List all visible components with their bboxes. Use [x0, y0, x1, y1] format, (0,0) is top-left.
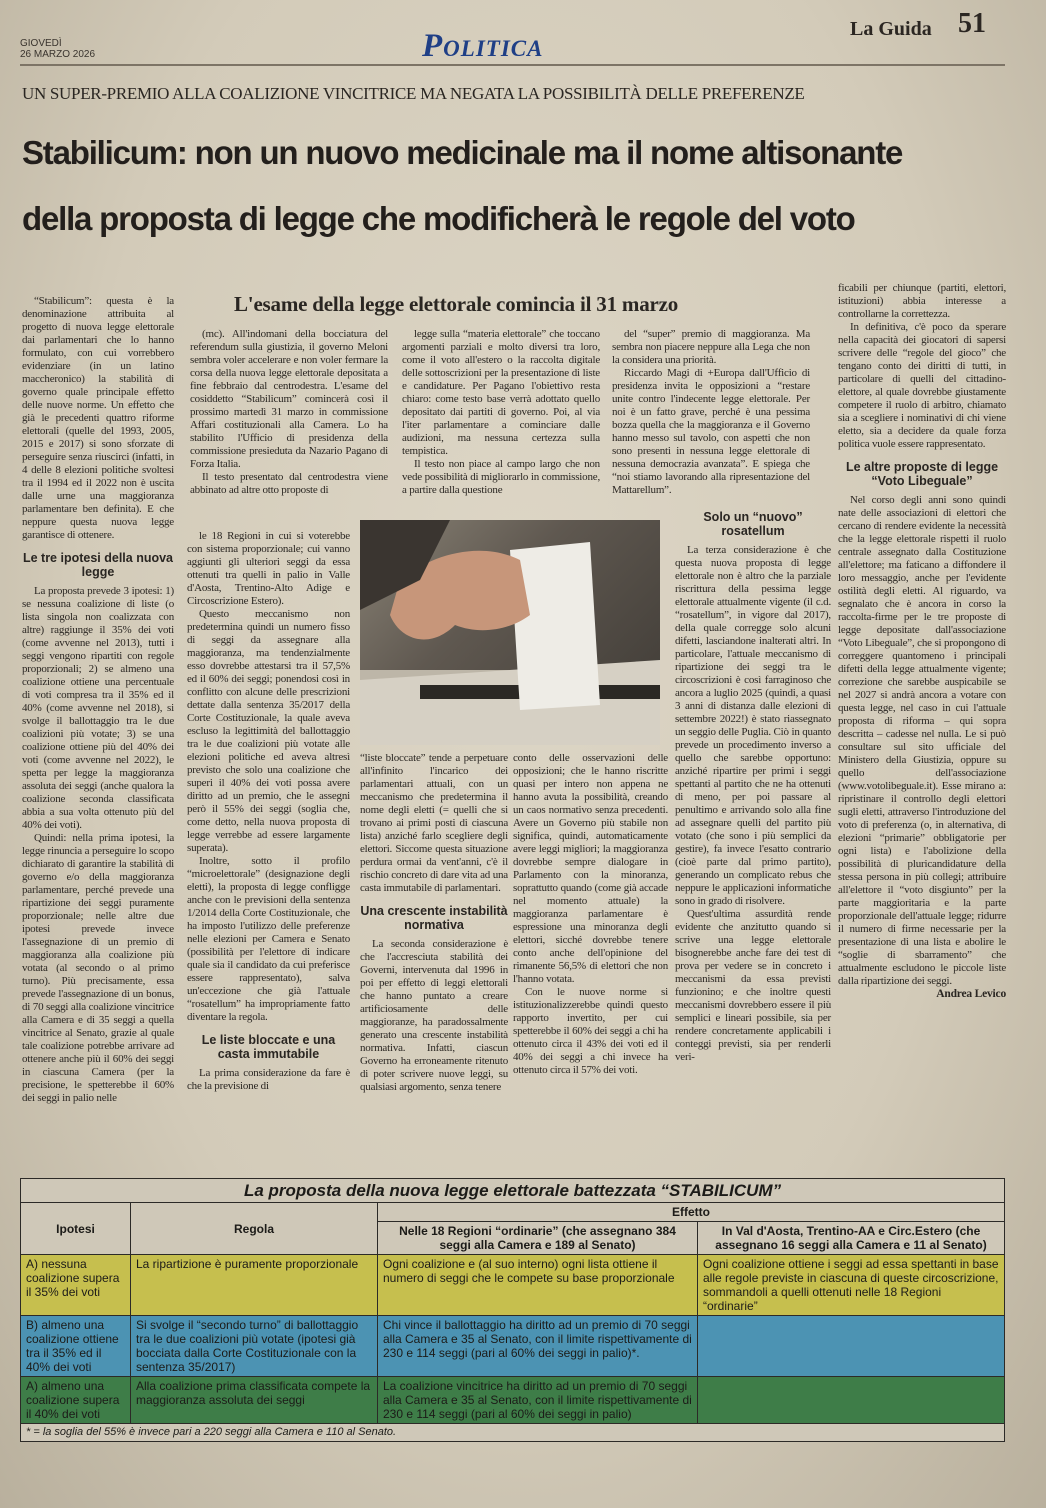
article-column-5: [675, 510, 831, 1064]
masthead-divider: [20, 64, 1005, 66]
row-a-regola: La ripartizione è puramente proporzionale: [131, 1255, 378, 1316]
row-c-ipotesi: A) almeno una coalizione supera il 40% dei voti: [21, 1377, 131, 1424]
row-b-effetto-ordinarie: Chi vince il ballottaggio ha diritto ad un premio di 70 seggi alla Camera e 35 al Senato, con il limite rispettivamente di 230 e 114 seggi (pari al 60% dei seggi in palio)*.: [378, 1316, 698, 1377]
subheading: Le altre proposte di legge “Voto Libeguale”: [845, 460, 999, 488]
side-article-column-1: [190, 328, 388, 497]
subheading: Le liste bloccate e una casta immutabile: [201, 1033, 336, 1061]
header-effetto: Effetto: [378, 1203, 1005, 1222]
table-footnote: * = la soglia del 55% è invece pari a 220 seggi alla Camera e 110 al Senato.: [21, 1424, 1005, 1442]
paragraph: “Stabilicum”: questa è la denominazione attribuita al progetto di nuova legge elettorale dai parlamentari che lo hanno formulato, con cui vorrebbero evidenziare (in un latino maccheronico) la stabilità di governo quale principale effetto delle nuove norme. Un effetto che già le precedenti quattro riforme elettorali (quelle del 1993, 2005, 2015 e 2017) si sono sforzate di perseguire senza riuscirci (infatti, in 4 delle 8 elezioni politiche svoltesi tra il 1994 ed il 2022 non è uscita dalle urne una maggioranza parlamentare ben definita). E che neppure questa nuova legge garantisce di ottenere.: [22, 295, 174, 541]
ballot-box-photo: [360, 520, 660, 745]
article-column-6: [838, 282, 1006, 1001]
headline-block: [22, 82, 1012, 252]
subheader-regioni-ordinarie: Nelle 18 Regioni “ordinarie” (che assegnano 384 seggi alla Camera e 189 al Senato): [378, 1222, 698, 1255]
headline-line-1: Stabilicum: non un nuovo medicinale ma il nome altisonante: [22, 134, 903, 171]
paragraph: (mc). All'indomani della bocciatura del referendum sulla giustizia, il governo Meloni sembra voler accelerare e non voler fermare la corsa della nuova legge elettorale depositata a fine febbraio dal centrodestra. L'esame del cosiddetto “Stabilicum” comincerà così il prossimo martedì 31 marzo in commissione Affari costituzionali alla Camera. Lo ha stabilito l'Ufficio di presidenza della commissione presieduta da Nazario Pagano di Forza Italia.: [190, 328, 388, 470]
row-b-ipotesi: B) almeno una coalizione ottiene tra il 35% ed il 40% dei voti: [21, 1316, 131, 1377]
issue-day: GIOVEDÌ: [20, 38, 62, 49]
article-column-1: [22, 295, 174, 1105]
subheading: Una crescente instabilità normativa: [360, 904, 508, 932]
paragraph: legge sulla “materia elettorale” che toccano argomenti parziali e molto diversi tra loro, come il voto all'estero o la raccolta digitale delle sottoscrizioni per la presentazione di liste e candidature. Per Pagano l'obiettivo resta chiaro: come testo base verrà adottato quello depositato dai partiti di governo. Poi, al via l'iter parlamentare a cominciare dalle audizioni, ma nessuna certezza sulla tempistica.: [402, 328, 600, 457]
paragraph: “liste bloccate” tende a perpetuare all'infinito l'incarico dei parlamentari attuali, con un meccanismo che predetermina il nome degli eletti (= quelli che si trovano ai primi posti di ciascuna lista) anziché farlo scegliere degli elettori. Siccome questa situazione perdura ormai da vent'anni, c'è il rischio concreto di dare vita ad una casta immutabile di parlamentari.: [360, 752, 508, 894]
side-article-column-3: [612, 328, 810, 497]
header-ipotesi: Ipotesi: [21, 1203, 131, 1255]
headline-line-2: della proposta di legge che modificherà le regole del voto: [22, 200, 855, 237]
side-article-title: L'esame della legge elettorale comincia il 31 marzo: [234, 292, 679, 316]
table-title: La proposta della nuova legge elettorale battezzata “STABILICUM”: [21, 1179, 1005, 1203]
row-b-regola: Si svolge il “secondo turno” di ballottaggio tra le due coalizioni più votate (ipotesi già bocciata dalla Corte Costituzionale con la sentenza 35/2017): [131, 1316, 378, 1377]
author-signature: Andrea Levico: [936, 988, 1006, 1000]
article-column-4: [513, 752, 668, 1077]
newspaper-name: La Guida: [850, 18, 932, 40]
header-regola: Regola: [131, 1203, 378, 1255]
paragraph: La prima considerazione da fare è che la previsione di: [187, 1067, 350, 1092]
paragraph: conto delle osservazioni delle opposizioni; che le hanno riscritte quasi per intero non appena ne hanno avuta la possibilità, creando un caos normativo senza precedenti. Avere un Governo più stabile non significa, quindi, automaticamente avere leggi migliori; la maggioranza dovrebbe sempre dialogare in Parlamento con la minoranza, soprattutto quando (come già accade nel momento attuale) la maggioranza parlamentare è espressione una minoranza degli elettori, sicché dovrebbe tenere conto anche dell'opinione del rimanente 56,5% di elettori che non l'hanno votata.: [513, 752, 668, 985]
paragraph: Il testo non piace al campo largo che non vede possibilità di migliorarlo in commissione, a partire dalla questione: [402, 458, 600, 496]
paragraph: In definitiva, c'è poco da sperare nella capacità dei giocatori di sapersi scrivere delle “regole del gioco” che tengano conto dei diritti di tutti, in particolare di quelli del cittadino-elettore, al quale dovrebbe giustamente competere il ruolo di arbitro, chiamato sia a scegliere i nominativi di chi viene eletto, sia a decidere da quale forza politica vuole essere rappresentato.: [838, 321, 1006, 450]
paragraph: Inoltre, sotto il profilo “microelettorale” (designazione degli eletti), la proposta di legge confligge anche con le previsioni della sentenza 1/2014 della Corte Costituzionale, che ha imposto l'utilizzo delle preferenze nelle elezioni per Camera e Senato (possibilità per l'elettore di indicare quale sia il candidato da cui preferisce essere rappresentato), salva un'eccezione che già l'attuale “rosatellum” ha impropriamente fatto diventare la regola.: [187, 855, 350, 1023]
row-a-effetto-speciali: Ogni coalizione ottiene i seggi ad essa spettanti in base alle regole previste in ciascuna di queste circoscrizione, sommandoli a quelli ottenuti nelle 18 Regioni “ordinarie”: [698, 1255, 1005, 1316]
subheading: Solo un “nuovo” rosatellum: [703, 510, 803, 538]
section-title: Politica: [422, 28, 544, 64]
row-c-regola: Alla coalizione prima classificata compete la maggioranza assoluta dei seggi: [131, 1377, 378, 1424]
paragraph: ficabili per chiunque (partiti, elettori, istituzioni) abbia interesse a controllarne la correttezza.: [838, 282, 1006, 320]
paragraph: Riccardo Magi di +Europa dall'Ufficio di presidenza invita le opposizioni a “restare unite contro l'indecente legge elettorale. Per noi è un fatto grave, perché è una pessima bozza quella che la maggioranza e il Governo hanno messo sul tavolo, con aspetti che non sono presenti in nessuna legge elettorale di nessuna democrazia avanzata”. E spiega che “noi stiamo lavorando alla ripresentazione del Mattarellum”.: [612, 367, 810, 496]
paragraph: Nel corso degli anni sono quindi nate delle associazioni di elettori che cercano di rendere evidente la necessità che la legge elettorale rispetti il ruolo centrale assegnato dalla Costituzione all'elettore; ma faticano a diffondere il loro messaggio, anche per l'evidente ostilità degli eletti. Al riguardo, va segnalato che è ancora in corso la raccolta-firme per le tre proposte di legge depositate dall'associazione “Voto Libeguale”, che si propongono di correggere quantomeno i principali difetti della legge attualmente vigente; correzione che sarebbe auspicabile se nel 2027 si andrà ancora a votare con questa legge, nel caso in cui l'attuale proposta di riforma – qui sopra descritta – cadesse nel nulla. Le si può consultare sul sito ufficiale del Ministero della Giustizia, oppure su quello dell'associazione (www.votolibeguale.it). Esse mirano a: ripristinare il controllo degli elettori sugli eletti, attraverso l'introduzione del voto di preferenza (o, in alternativa, di elezioni “primarie” obbligatorie per ogni lista) e l'abolizione della possibilità di pluricandidature della stessa persona in più collegi; attribuire all'elettore il “voto disgiunto” per la parte maggioritaria e la parte proporzionale dell'attuale legge; ridurre il numero di firme necessarie per la presentazione di una lista e abolire le “soglie di sbarramento” che attualmente escludono le piccole liste dalla ripartizione dei seggi.: [838, 494, 1006, 987]
subheader-regioni-speciali: In Val d'Aosta, Trentino-AA e Circ.Estero (che assegnano 16 seggi alla Camera e 11 al Senato): [698, 1222, 1005, 1255]
row-a-effetto-ordinarie: Ogni coalizione e (al suo interno) ogni lista ottiene il numero di seggi che le compete su base proporzionale: [378, 1255, 698, 1316]
row-c-effetto-ordinarie: La coalizione vincitrice ha diritto ad un premio di 70 seggi alla Camera e 35 al Senato, con il limite rispettivamente di 230 e 114 seggi (pari al 60% dei seggi in palio): [378, 1377, 698, 1424]
subheading: Le tre ipotesi della nuova legge: [22, 551, 174, 579]
issue-date: [20, 38, 95, 60]
paragraph: Quindi: nella prima ipotesi, la legge rinuncia a perseguire lo scopo dichiarato di garantire la stabilità di governo e/o della maggioranza parlamentare, perché prevede una ripartizione dei seggi puramente proporzionale; nelle altre due ipotesi prevede invece l'assegnazione di un premio di maggioranza alla coalizione più votata (al secondo o al primo turno). Più precisamente, essa prevede l'assegnazione di un bonus, di 70 seggi alla coalizione vincitrice alla Camera e di 35 seggi a quella vincitrice al Senato, grazie al quale tale coalizione potrebbe arrivare ad ottenere anche più il 60% dei seggi in ciascuna Camera (per la precisione, le spetterebbe il 60% dei seggi in palio nelle: [22, 832, 174, 1104]
article-column-2: [187, 530, 350, 1093]
table-row: [21, 1255, 1005, 1316]
paragraph: Questo meccanismo non predetermina quindi un numero fisso di seggi da assegnare alla maggioranza, ma tendenzialmente esso dovrebbe attestarsi tra il 57,5% ed il 60% dei seggi; ponendosi così in conflitto con alcune delle prescrizioni dettate dalla sentenza 35/2017 della Corte Costituzionale, la quale aveva escluso la legittimità del ballottaggio tra le due coalizioni più votate alle elezioni politiche ed aveva altresì previsto che solo una coalizione che superi il 40% dei voti possa avere diritto ad un premio, che le assegni però il 55% dei seggi (soglia che, come detto, nella nuova proposta di legge verrebbe ad essere largamente superata).: [187, 608, 350, 854]
paragraph: le 18 Regioni in cui si voterebbe con sistema proporzionale; cui vanno aggiunti gli ulteriori seggi da essa ottenuti tra quelli in palio in Valle d'Aosta, Trentino-Alto Adige e Circoscrizione Estero).: [187, 530, 350, 607]
paragraph: Quest'ultima assurdità rende evidente che anzitutto quando si scrive una legge elettorale bisognerebbe anche fare dei test di prova per vedere se in concreto i meccanismi da essa previsti funzionino; e che inoltre questi meccanismi dovrebbero essere il più semplici e lineari possibile, sia per rendere concretamente applicabili i conteggi previsti, sia per renderli veri-: [675, 908, 831, 1063]
issue-date-text: 26 MARZO 2026: [20, 49, 96, 60]
stabilicum-summary-table: [20, 1178, 1005, 1442]
paragraph: La seconda considerazione è che l'accresciuta stabilità dei Governi, intervenuta dal 1996 in poi per effetto di leggi elettorali che hanno puntato a creare artificiosamente delle maggioranze, ha paradossalmente generato una crescente instabilità normativa. Infatti, ciascun Governo ha erroneamente ritenuto di poter scrivere nuove leggi, su qualsiasi argomento, senza tenere: [360, 938, 508, 1093]
row-b-effetto-speciali: [698, 1316, 1005, 1377]
row-c-effetto-speciali: [698, 1377, 1005, 1424]
row-a-ipotesi: A) nessuna coalizione supera il 35% dei voti: [21, 1255, 131, 1316]
paragraph: Il testo presentato dal centrodestra viene abbinato ad altre otto proposte di: [190, 471, 388, 496]
table-row: [21, 1316, 1005, 1377]
side-article-column-2: [402, 328, 600, 497]
paragraph: La proposta prevede 3 ipotesi: 1) se nessuna coalizione di liste (o lista singola non coalizzata con altre) raggiunge il 35% dei voti (come avvenne nel 2013), tutti i seggi vengono ripartiti con regole proporzionali; 2) se almeno una coalizione ottiene una percentuale di voti compresa tra il 35% ed il 40% (come avvenne nel 2018), si svolge il ballottaggio tra le due coalizioni più votate; 3) se una coalizione ottiene più del 40% dei voti (come avvenne nel 2022), le spetta per legge la maggioranza assoluta dei seggi (anche qualora la coalizione seconda classificata abbia a sua volta ottenuto più del 40% dei voti).: [22, 585, 174, 831]
paragraph: La terza considerazione è che questa nuova proposta di legge elettorale non è altro che la parziale riscrittura della pessima legge elettorale attualmente vigente (il c.d. “rosatellum”, in vigore dal 2017), della quale corregge solo alcuni difetti, lasciandone inalterati altri. In particolare, l'attuale meccanismo di ripartizione dei seggi tra le circoscrizioni è così farraginoso che ancora a luglio 2025 (quindi, a quasi 3 anni di distanza dalle elezioni di settembre 2022!) è stato riassegnato un seggio delle Puglia. Ciò in quanto prevede un procedimento inverso a quello che sarebbe opportuno: anziché ripartire per primi i seggi spettanti al partito che ne ha ottenuti di meno, per poi passare al penultimo e arrivando solo alla fine ad assegnare quelli del partito più votato (che sono i più semplici da gestire), fa invece l'esatto contrario (cioè parte dal primo partito), generando un complicato rebus che neppure le applicazioni informatiche sono in grado di risolvere.: [675, 544, 831, 907]
kicker: UN SUPER-PREMIO ALLA COALIZIONE VINCITRICE MA NEGATA LA POSSIBILITÀ DELLE PREFERENZE: [22, 84, 805, 103]
paragraph: Con le nuove norme si istituzionalizzerebbe quindi questo rapporto invertito, per cui spetterebbe il 60% dei seggi a chi ha ottenuto circa il 43% dei voti ed il 40% dei seggi a chi invece ha ottenuto circa il 57% dei voti.: [513, 986, 668, 1076]
ballot-photo-illustration: [360, 520, 660, 745]
paragraph: del “super” premio di maggioranza. Ma sembra non piacere neppure alla Lega che non la considera una priorità.: [612, 328, 810, 366]
table-row: [21, 1377, 1005, 1424]
article-column-3: [360, 752, 508, 1094]
page-number: 51: [958, 8, 986, 39]
